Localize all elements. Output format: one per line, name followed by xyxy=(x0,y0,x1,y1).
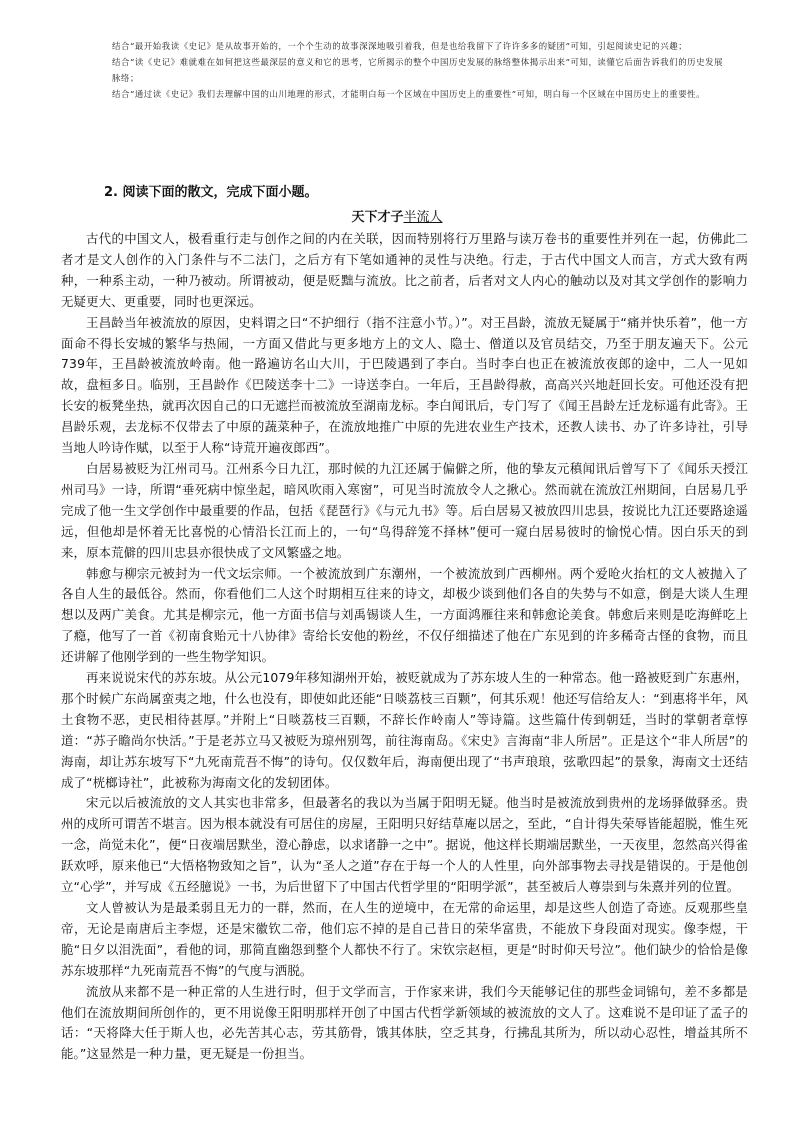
note-line: 结合“最开始我读《史记》是从故事开始的，一个个生动的故事深深地吸引着我，但是也给我留下了许许多多的疑团”可知，引起阅读史记的兴趣； xyxy=(112,41,688,51)
essay-paragraph: 流放从来都不是一种正常的人生进行时，但于文学而言，于作家来讲，我们今天能够记住的那些金词锦句，差不多都是他们在流放期间所创作的，更不用说像王阳明那样开创了中国古代哲学新领域的被流放的文人了。这难说不是印证了孟子的话：“天将降大任于斯人也，必先苦其心志，劳其筋骨，饿其体肤，空乏其身，行拂乱其所为，所以动心忍性，增益其所不能。”这显然是一种力量，更无疑是一份担当。 xyxy=(61,983,748,1062)
essay-title xyxy=(0,208,794,228)
essay-paragraph: 白居易被贬为江州司马。江州系今日九江，那时候的九江还属于偏僻之所，他的挚友元稹闻讯后曾写下了《闻乐天授江州司马》一诗，所谓“垂死病中惊坐起，暗风吹雨入寒窗”，可见当时流放令人之揪心。然而就在流放江州期间，白居易几乎完成了他一生文学创作中最重要的作品，包括《琵琶行》《与元九书》等。后白居易又被放四川忠县，按说比九江还要路途遥远，但他却是怀着无比喜悦的心情沿长江而上的，一句“鸟得辞笼不择林”便可一窥白居易彼时的愉悦心情。因白乐天的到来，原本荒僻的四川忠县亦很快成了文风繁盛之地。 xyxy=(61,460,748,560)
essay-title-main: 天下才子 xyxy=(351,210,404,225)
essay-paragraph: 文人曾被认为是最柔弱且无力的一群，然而，在人生的逆境中，在无常的命运里，却是这些人创造了奇迹。反观那些皇帝，无论是南唐后主李煜，还是宋徽钦二帝，他们忘不掉的是自己昔日的荣华富贵，不能放下身段面对现实。像李煜，干脆“日夕以泪洗面”，看他的词，那简直幽怨到整个人都快不行了。宋钦宗赵桓，更是“时时仰天号泣”。他们缺少的恰恰是像苏东坡那样“九死南荒吾不悔”的气度与洒脱。 xyxy=(61,900,748,978)
essay-paragraph: 古代的中国文人，极看重行走与创作之间的内在关联，因而特别将行万里路与读万卷书的重要性并列在一起，仿佛此二者才是文人创作的入门条件与不二法门，之后方有下笔如通神的灵性与决绝。行走，于古代中国文人而言，方式大致有两种，一种系主动，一种乃被动。所谓被动，便是贬黜与流放。比之前者，后者对文人内心的触动以及对其文学创作的影响力无疑更大、更重要，同时也更深远。 xyxy=(61,231,748,309)
essay-paragraph: 韩愈与柳宗元被封为一代文坛宗师。一个被流放到广东潮州，一个被流放到广西柳州。两个爱呛火抬杠的文人被抛入了各自人生的最低谷。然而，你看他们二人这个时期相互往来的诗文，却极少谈到他们各自的失势与不如意，倒是大谈人生理想以及两广美食。尤其是柳宗元，他一方面书信与刘禹锡谈人生，一方面鸿雁往来和韩愈论美食。韩愈后来则是吃海鲜吃上了瘾，他写了一首《初南食贻元十八协律》寄给长安他的粉丝，不仅仔细描述了他在广东见到的许多稀奇古怪的食物，而且还讲解了他刚学到的一些生物学知识。 xyxy=(61,565,748,665)
essay-body xyxy=(61,229,748,1065)
essay-paragraph: 王昌龄当年被流放的原因，史料谓之曰“不护细行（指不注意小节。）”。对王昌龄，流放无疑属于“痛并快乐着”，他一方面命不得长安城的繁华与热闹，一方面又借此与更多地方上的文人、隐士、僧道以及官员结交，乃至于朋友遍天下。公元739年，王昌龄被流放岭南。他一路遍访名山大川，于巴陵遇到了李白。当时李白也正在被流放夜郎的途中，二人一见如故，盘桓多日。临别，王昌龄作《巴陵送李十二》一诗送李白。一年后，王昌龄得赦，高高兴兴地赶回长安。可他还没有把长安的板凳坐热，就再次因自己的口无遮拦而被流放至湖南龙标。李白闻讯后，专门写了《闻王昌龄左迁龙标遥有此寄》。王昌龄乐观，去龙标不仅带去了中原的蔬菜种子，在流放地推广中原的先进农业生产技术，还教人读书、办了许多诗社，引导当地人吟诗作赋，以至于人称“诗荒开遍夜郎西”。 xyxy=(61,314,748,456)
note-line: 结合“读《史记》难就难在如何把这些最深层的意义和它的思考，它所揭示的整个中国历史发展的脉络整体揭示出来”可知，读懂它后面告诉我们的历史发展脉络； xyxy=(112,57,724,84)
question-title: 2. 阅读下面的散文，完成下面小题。 xyxy=(104,185,318,200)
essay-paragraph: 再来说说宋代的苏东坡。从公元1079年移知湖州开始，被贬就成为了苏东坡人生的一种常态。他一路被贬到广东惠州，那个时候广东尚属蛮夷之地，什么也没有，即使如此还能“日啖荔枝三百颗”，何其乐观！他还写信给友人：“到惠将半年，风土食物不恶，吏民相待甚厚。”并附上“日啖荔枝三百颗，不辞长作岭南人”等诗篇。这些篇什传到朝廷，当时的掌朝者章惇道：“苏子瞻尚尔快活。”于是老苏立马又被贬为琼州别驾，前往海南岛。《宋史》言海南“非人所居”。正是这个“非人所居”的海南，却让苏东坡写下“九死南荒吾不悔”的诗句。仅仅数年后，海南便出现了“书声琅琅，弦歌四起”的景象，海南文士还结成了“桄榔诗社”，此被称为海南文化的发轫团体。 xyxy=(61,670,748,790)
note-line: 结合“通过读《史记》我们去理解中国的山川地理的形式，才能明白每一个区域在中国历史上的重要性”可知，明白每一个区域在中国历史上的重要性。 xyxy=(112,89,706,100)
essay-paragraph: 宋元以后被流放的文人其实也非常多，但最著名的我以为当属于阳明无疑。他当时是被流放到贵州的龙场驿做驿丞。贵州的戍所可谓苦不堪言。因为根本就没有可居住的房屋，王阳明只好结草庵以居之，至此，“自计得失荣辱皆能超脱，惟生死一念，尚觉未化”，便“日夜端居默坐，澄心静虑，以求诸静一之中”。据说，他这样长期端居默坐，一天夜里，忽然高兴得雀跃欢呼，原来他已“大悟格物致知之旨”，认为“圣人之道”存在于每一个人的人性里，向外部事物去寻找是错误的。于是他创立“心学”，并写成《五经臆说》一书，为后世留下了中国古代哲学里的“阳明学派”，甚至被后人尊崇到与朱熹并列的位置。 xyxy=(61,795,748,895)
essay-title-underlined: 半流人 xyxy=(403,210,443,225)
answer-notes xyxy=(112,38,724,102)
